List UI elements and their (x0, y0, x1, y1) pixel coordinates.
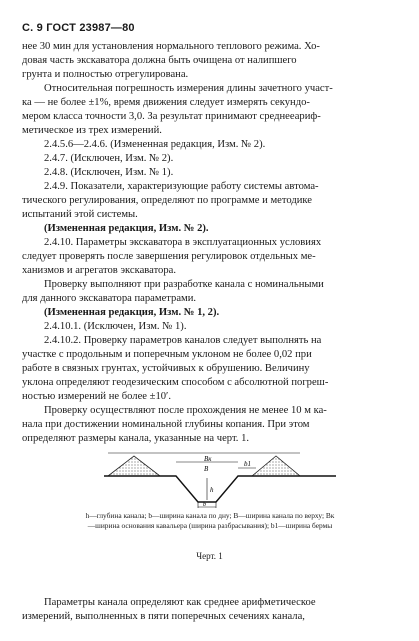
text-line: измерений, выполненных в пяти поперечных сечениях канала, (22, 611, 305, 622)
text-line: работе в связных грунтах, устойчивых к обрушению. Величину (22, 363, 310, 374)
label-b: b (203, 502, 206, 508)
label-b1: b1 (244, 460, 251, 468)
text-line: для данного экскаватора параметрами. (22, 293, 197, 304)
page-header: С. 9 ГОСТ 23987—80 (22, 22, 135, 34)
text-line: грунта и полностью отрегулирована. (22, 69, 189, 80)
text-line: 2.4.10.1. (Исключен, Изм. № 1). (44, 321, 187, 332)
text-line: 2.4.9. Показатели, характеризующие работу системы автома- (44, 181, 319, 192)
text-line: Проверку осуществляют после прохождения не менее 10 м ка- (44, 405, 327, 416)
text-line: нала при достижении номинальной глубины копания. При этом (22, 419, 310, 430)
canal-cross-section-figure (104, 452, 336, 510)
text-line: нее 30 мин для установления нормального теплового режима. Хо- (22, 41, 320, 52)
text-line: Проверку выполняют при разработке канала с номинальными (44, 279, 324, 290)
text-line: 2.4.10.2. Проверку параметров каналов следует выполнять на (44, 335, 322, 346)
text-line: метическое из трех измерений. (22, 125, 162, 136)
text-line: ханизмов и агрегатов экскаватора. (22, 265, 177, 276)
text-line: испытаний этой системы. (22, 209, 138, 220)
amendment-note: (Измененная редакция, Изм. № 1, 2). (44, 307, 220, 318)
label-h: h (210, 486, 214, 494)
text-line: определяют размеры канала, указанные на черт. 1. (22, 433, 250, 444)
text-line: Относительная погрешность измерения длины зачетного участ- (44, 83, 333, 94)
text-line: 2.4.5.6—2.4.6. (Измененная редакция, Изм. № 2). (44, 139, 266, 150)
spoil-bank-left (108, 456, 160, 476)
label-B: B (204, 465, 209, 473)
canal-profile (104, 476, 336, 502)
text-line: 2.4.7. (Исключен, Изм. № 2). (44, 153, 174, 164)
figure-number: Черт. 1 (196, 551, 223, 561)
amendment-note: (Измененная редакция, Изм. № 2). (44, 223, 209, 234)
figure-caption: h—глубина канала; b—ширина канала по дну; B—ширина канала по верху; Bк—ширина основания кавальера (ширина разбрасывания); b1—ширина бермы (85, 511, 335, 530)
spoil-bank-right (252, 456, 300, 476)
text-line: 2.4.10. Параметры экскаватора в эксплуатационных условиях (44, 237, 322, 248)
label-Bk: Bк (204, 455, 212, 463)
text-line: 2.4.8. (Исключен, Изм. № 1). (44, 167, 174, 178)
text-line: участке с продольным и поперечным уклоном не более 0,02 при (22, 349, 312, 360)
text-line: тического регулирования, определяют по программе и методике (22, 195, 312, 206)
text-line: довая часть экскаватора должна быть очищена от налипшего (22, 55, 297, 66)
text-line: Параметры канала определяют как среднее арифметическое (44, 597, 316, 608)
text-line: уклона определяют геодезическим способом с абсолютной погреш- (22, 377, 329, 388)
text-line: ностью измерений не более ±10′. (22, 391, 172, 402)
text-line: мером класса точности 3,0. За результат принимают среднееариф- (22, 111, 321, 122)
text-line: следует проверять после завершения регулировок отдельных ме- (22, 251, 316, 262)
text-line: ка — не более ±1%, время движения следует измерять секундо- (22, 97, 310, 108)
